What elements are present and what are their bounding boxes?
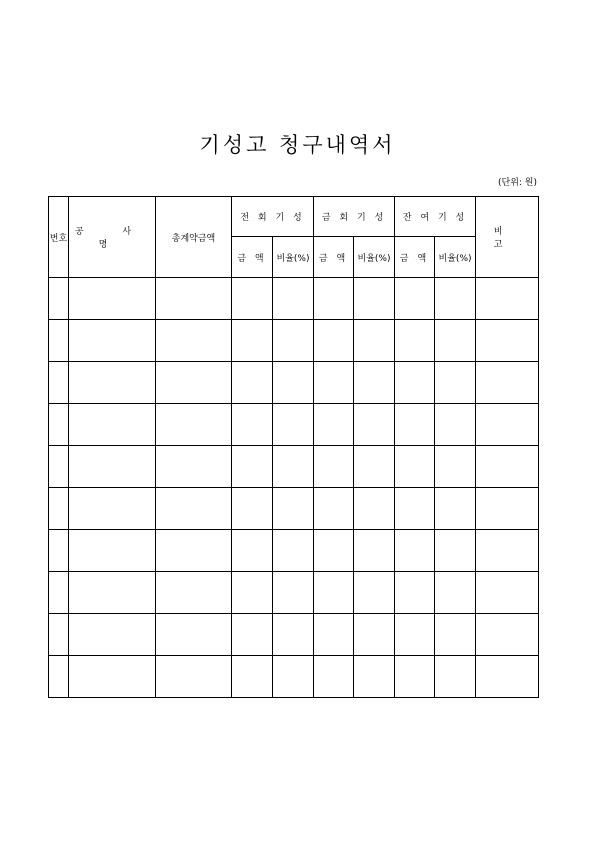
table-cell bbox=[314, 404, 354, 446]
table-row bbox=[49, 278, 539, 320]
table-cell bbox=[49, 488, 69, 530]
table-cell bbox=[476, 320, 539, 362]
table-cell bbox=[314, 614, 354, 656]
table-cell bbox=[69, 614, 156, 656]
table-cell bbox=[232, 530, 273, 572]
table-cell bbox=[395, 530, 435, 572]
table-cell bbox=[156, 362, 232, 404]
table-cell bbox=[435, 278, 476, 320]
table-cell bbox=[232, 656, 273, 698]
table-cell bbox=[435, 404, 476, 446]
table-cell bbox=[156, 656, 232, 698]
table-row bbox=[49, 572, 539, 614]
table-cell bbox=[354, 614, 395, 656]
table-cell bbox=[435, 614, 476, 656]
table-cell bbox=[435, 572, 476, 614]
table-cell bbox=[435, 362, 476, 404]
table-row bbox=[49, 320, 539, 362]
table-cell bbox=[435, 656, 476, 698]
table-cell bbox=[435, 488, 476, 530]
table-row bbox=[49, 446, 539, 488]
table-cell bbox=[395, 446, 435, 488]
header-project-name: 공 사 명 bbox=[69, 197, 156, 278]
header-remain-amount: 금 액 bbox=[395, 237, 435, 278]
table-cell bbox=[314, 656, 354, 698]
table-row bbox=[49, 656, 539, 698]
table-cell bbox=[69, 320, 156, 362]
table-cell bbox=[354, 320, 395, 362]
table-cell bbox=[273, 446, 314, 488]
table-cell bbox=[156, 572, 232, 614]
table-cell bbox=[232, 572, 273, 614]
table-cell bbox=[354, 530, 395, 572]
header-remaining-progress: 잔 여 기 성 bbox=[395, 197, 476, 237]
table-cell bbox=[314, 572, 354, 614]
table-cell bbox=[395, 488, 435, 530]
table-cell bbox=[156, 530, 232, 572]
header-prev-ratio: 비율(%) bbox=[273, 237, 314, 278]
table-cell bbox=[156, 278, 232, 320]
table-row bbox=[49, 362, 539, 404]
table-cell bbox=[49, 320, 69, 362]
table-cell bbox=[395, 614, 435, 656]
header-curr-ratio: 비율(%) bbox=[354, 237, 395, 278]
header-curr-amount: 금 액 bbox=[314, 237, 354, 278]
document-title: 기성고 청구내역서 bbox=[199, 133, 396, 157]
table-cell bbox=[69, 446, 156, 488]
table-cell bbox=[354, 404, 395, 446]
table-body bbox=[49, 278, 539, 698]
table-cell bbox=[395, 320, 435, 362]
unit-label: (단위: 원) bbox=[498, 178, 537, 188]
table-cell bbox=[156, 404, 232, 446]
table-cell bbox=[354, 278, 395, 320]
table-cell bbox=[476, 446, 539, 488]
header-no: 번호 bbox=[49, 197, 69, 278]
table-row bbox=[49, 530, 539, 572]
table-cell bbox=[476, 404, 539, 446]
table-cell bbox=[273, 278, 314, 320]
table-cell bbox=[435, 446, 476, 488]
table-cell bbox=[49, 656, 69, 698]
table-cell bbox=[69, 278, 156, 320]
table-cell bbox=[69, 362, 156, 404]
table-cell bbox=[314, 530, 354, 572]
table-cell bbox=[232, 320, 273, 362]
table-cell bbox=[232, 614, 273, 656]
table-row bbox=[49, 614, 539, 656]
table-cell bbox=[273, 362, 314, 404]
header-remarks: 비 고 bbox=[476, 197, 539, 278]
table-cell bbox=[49, 362, 69, 404]
table-cell bbox=[354, 656, 395, 698]
table-cell bbox=[314, 278, 354, 320]
table-cell bbox=[69, 404, 156, 446]
table-cell bbox=[232, 488, 273, 530]
table-cell bbox=[49, 446, 69, 488]
table-cell bbox=[476, 488, 539, 530]
table-cell bbox=[314, 362, 354, 404]
header-remain-ratio: 비율(%) bbox=[435, 237, 476, 278]
table-cell bbox=[49, 404, 69, 446]
table-cell bbox=[232, 446, 273, 488]
table-row bbox=[49, 404, 539, 446]
table-cell bbox=[69, 572, 156, 614]
table-cell bbox=[232, 404, 273, 446]
table-cell bbox=[49, 530, 69, 572]
table-cell bbox=[69, 530, 156, 572]
table-cell bbox=[232, 278, 273, 320]
table-cell bbox=[49, 278, 69, 320]
table-cell bbox=[273, 656, 314, 698]
table-cell bbox=[354, 572, 395, 614]
table-cell bbox=[49, 572, 69, 614]
table-cell bbox=[314, 320, 354, 362]
table-row bbox=[49, 488, 539, 530]
header-current-progress: 금 회 기 성 bbox=[314, 197, 395, 237]
table-cell bbox=[476, 614, 539, 656]
table-cell bbox=[314, 446, 354, 488]
table-cell bbox=[476, 362, 539, 404]
table-cell bbox=[156, 614, 232, 656]
table-cell bbox=[156, 446, 232, 488]
table-cell bbox=[273, 404, 314, 446]
table-cell bbox=[476, 656, 539, 698]
table-cell bbox=[273, 320, 314, 362]
table-cell bbox=[395, 404, 435, 446]
table-cell bbox=[395, 362, 435, 404]
header-prev-amount: 금 액 bbox=[232, 237, 273, 278]
table-cell bbox=[476, 278, 539, 320]
table-cell bbox=[273, 572, 314, 614]
table-cell bbox=[156, 488, 232, 530]
table-cell bbox=[69, 488, 156, 530]
table-cell bbox=[354, 446, 395, 488]
table-cell bbox=[232, 362, 273, 404]
table-cell bbox=[476, 572, 539, 614]
table-cell bbox=[435, 320, 476, 362]
table-cell bbox=[314, 488, 354, 530]
table-cell bbox=[69, 656, 156, 698]
table-cell bbox=[435, 530, 476, 572]
table-cell bbox=[476, 530, 539, 572]
table-cell bbox=[354, 488, 395, 530]
table-cell bbox=[49, 614, 69, 656]
table-cell bbox=[354, 362, 395, 404]
header-contract-amount: 총계약금액 bbox=[156, 197, 232, 278]
table-cell bbox=[273, 614, 314, 656]
table-cell bbox=[273, 530, 314, 572]
table-cell bbox=[273, 488, 314, 530]
table-cell bbox=[395, 572, 435, 614]
table-cell bbox=[156, 320, 232, 362]
billing-table bbox=[48, 196, 539, 698]
header-previous-progress: 전 회 기 성 bbox=[232, 197, 314, 237]
table-cell bbox=[395, 656, 435, 698]
table-cell bbox=[395, 278, 435, 320]
